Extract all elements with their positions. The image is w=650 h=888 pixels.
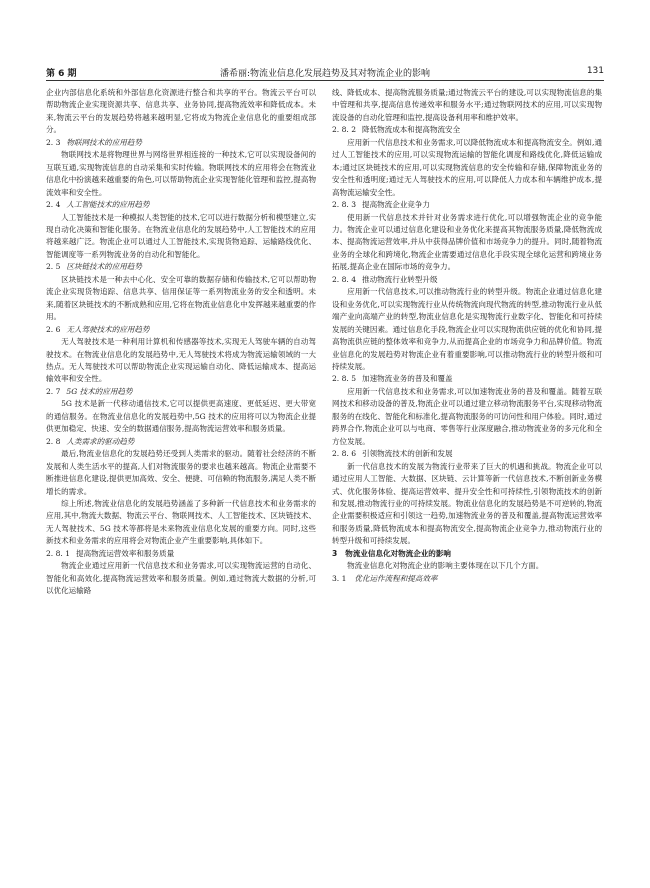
section-number: 2. 8. 3 bbox=[332, 200, 357, 210]
paragraph: 物联网技术是将物理世界与网络世界相连接的一种技术,它可以实现设备间的互联互通,实现物流信息的自动采集和实时传输。物联网技术的应用将会在物流业信息化中扮演越来越重要的角色,可以帮助物流企业实现智能化管理和监控,提高物流效率和安全性。 bbox=[46, 150, 316, 197]
section-number: 3 bbox=[332, 548, 338, 558]
section-title: 优化运作流程和提高效率 bbox=[354, 573, 438, 583]
paragraph: 人工智能技术是一种模拟人类智能的技术,它可以进行数据分析和模型建立,实现自动化决策和智能化服务。在物流业信息化的发展趋势中,人工智能技术的应用将越来越广泛。物流企业可以通过人工智能技术,实现货物追踪、运输路线优化、智能调度等一系列物流业务的自动化和智能化。 bbox=[46, 212, 316, 259]
section-title: 无人驾驶技术的应用趋势 bbox=[66, 324, 150, 334]
section-heading-2-8 bbox=[46, 436, 316, 448]
section-heading-2-8-1 bbox=[46, 548, 316, 560]
section-heading-3-1 bbox=[332, 573, 602, 585]
paragraph: 应用新一代信息技术和业务需求,可以加速物流业务的普及和覆盖。随着互联网技术和移动设备的普及,物流企业可以通过建立移动物流服务平台,实现移动物流服务的在线化、智能化和标准化,提高物流服务的可访问性和用户体验。同时,通过跨界合作,物流企业可以与电商、零售等行业深度融合,推动物流业务的多元化和全方位发展。 bbox=[332, 386, 602, 446]
section-number: 2. 8 bbox=[46, 436, 61, 446]
left-column bbox=[46, 87, 316, 598]
section-title: 加速物流业务的普及和覆盖 bbox=[362, 374, 453, 384]
section-title: 人工智能技术的应用趋势 bbox=[66, 200, 150, 210]
section-title: 物流业信息化对物流企业的影响 bbox=[345, 548, 451, 558]
page-number: 131 bbox=[586, 66, 604, 76]
paragraph: 5G 技术是新一代移动通信技术,它可以提供更高速度、更低延迟、更大带宽的通信服务。在物流业信息化的发展趋势中,5G 技术的应用将可以为物流企业提供更加稳定、快速、安全的数据通信服务,提高物流运营效率和服务质量。 bbox=[46, 399, 316, 434]
section-title: 引领物流技术的创新和发展 bbox=[362, 449, 453, 459]
section-title: 5G 技术的应用趋势 bbox=[66, 386, 133, 396]
paragraph: 线、降低成本、提高物流服务质量;通过物流云平台的建设,可以实现物流信息的集中管理和共享,提高信息传递效率和服务水平;通过物联网技术的应用,可以实现物流设备的自动化管理和监控,提高设备利用率和维护效率。 bbox=[332, 88, 602, 122]
section-title: 提高物流运营效率和服务质量 bbox=[76, 548, 175, 558]
page-header bbox=[46, 54, 604, 81]
paragraph: 新一代信息技术的发展为物流行业带来了巨大的机遇和挑战。物流企业可以通过应用人工智能、大数据、区块链、云计算等新一代信息技术,不断创新业务模式、优化服务体验、提高运营效率、提升安全性和可持续性,引领物流技术的创新和发展,推动物流行业的可持续发展。物流业信息化的发展趋势是不可逆转的,物流企业需要积极适应和引领这一趋势,加速物流业务的普及和覆盖,提高物流运营效率和服务质量,降低物流成本和提高物流安全,提高物流企业竞争力,推动物流行业的转型升级和可持续发展。 bbox=[332, 461, 602, 546]
section-title: 区块链技术的应用趋势 bbox=[66, 262, 142, 272]
section-heading-2-7 bbox=[46, 386, 316, 398]
section-title: 降低物流成本和提高物流安全 bbox=[362, 125, 461, 135]
section-number: 2. 8. 6 bbox=[332, 449, 357, 459]
section-number: 2. 8. 1 bbox=[46, 548, 71, 558]
section-title: 物联网技术的应用趋势 bbox=[66, 137, 142, 147]
section-heading-2-3 bbox=[46, 137, 316, 149]
section-heading-3 bbox=[332, 548, 602, 560]
section-title: 人类需求的驱动趋势 bbox=[66, 436, 135, 446]
paragraph: 物流业信息化对物流企业的影响主要体现在以下几个方面。 bbox=[347, 561, 544, 571]
section-heading-2-8-2 bbox=[332, 124, 602, 136]
section-heading-2-6 bbox=[46, 324, 316, 336]
section-heading-2-8-5 bbox=[332, 373, 602, 385]
section-heading-2-5 bbox=[46, 261, 316, 273]
section-number: 2. 8. 4 bbox=[332, 274, 357, 284]
section-heading-2-8-3 bbox=[332, 199, 602, 211]
paragraph: 物流企业通过应用新一代信息技术和业务需求,可以实现物流运营的自动化、智能化和高效化,提高物流运营效率和服务质量。例如,通过物流大数据的分析,可以优化运输路 bbox=[46, 561, 316, 596]
paragraph: 综上所述,物流业信息化的发展趋势涵盖了多种新一代信息技术和业务需求的应用,其中,物流大数据、物流云平台、物联网技术、人工智能技术、区块链技术、无人驾驶技术、5G 技术等都将是未来物流业信息化发展的重要方向。同时,这些新技术和业务需求的应用将会对物流企业产生重要影响,具体如下。 bbox=[46, 498, 316, 546]
section-number: 2. 8. 2 bbox=[332, 125, 357, 135]
right-column bbox=[332, 87, 602, 585]
paragraph: 应用新一代信息技术,可以推动物流行业的转型升级。物流企业通过信息化建设和业务优化,可以实现物流行业从传统物流向现代物流的转型,推动物流行业从低端产业向高端产业的转型,物流业信息化是实现物流行业数字化、智能化和可持续发展的关键因素。通过信息化手段,物流企业可以实现物流供应链的优化和协同,提高物流供应链的整体效率和竞争力,从而提高企业的市场竞争力和品牌价值。物流业信息化的发展趋势对物流企业有着重要影响,可以推动物流行业的转型升级和可持续发展。 bbox=[332, 287, 602, 371]
paragraph: 最后,物流业信息化的发展趋势还受到人类需求的驱动。随着社会经济的不断发展和人类生活水平的提高,人们对物流服务的要求也越来越高。物流企业需要不断推进信息化建设,提供更加高效、安全、便捷、可信赖的物流服务,满足人类不断增长的需求。 bbox=[46, 449, 316, 496]
paragraph: 使用新一代信息技术并针对业务需求进行优化,可以增强物流企业的竞争能力。物流企业可以通过信息化建设和业务优化来提高其物流服务质量,降低物流成本、提高物流运营效率,并从中获得品牌价值和市场竞争力的提升。同时,随着物流业务的全球化和跨境化,物流企业需要通过信息化手段实现全球化运营和跨境业务拓展,提高企业在国际市场的竞争力。 bbox=[332, 212, 602, 272]
issue-number: 第 6 期 bbox=[46, 69, 77, 79]
section-number: 2. 8. 5 bbox=[332, 374, 357, 384]
paragraph: 区块链技术是一种去中心化、安全可靠的数据存储和传输技术,它可以帮助物流企业实现货物追踪、信息共享、信用保证等一系列物流业务的安全和透明。未来,随着区块链技术的不断成熟和应用,它将在物流业信息化中发挥越来越重要的作用。 bbox=[46, 274, 316, 322]
section-number: 2. 4 bbox=[46, 200, 61, 210]
section-number: 2. 6 bbox=[46, 324, 61, 334]
section-title: 推动物流行业转型升级 bbox=[362, 274, 438, 284]
section-title: 提高物流企业竞争力 bbox=[362, 200, 430, 210]
section-heading-2-4 bbox=[46, 199, 316, 211]
paragraph: 企业内部信息化系统和外部信息化资源进行整合和共享的平台。物流云平台可以帮助物流企业实现资源共享、信息共享、业务协同,提高物流效率和降低成本。未来,物流云平台的发展趋势将越来越明显,它将成为物流企业信息化的重要组成部分。 bbox=[46, 88, 316, 135]
section-heading-2-8-4 bbox=[332, 274, 602, 286]
section-number: 3. 1 bbox=[332, 573, 347, 583]
section-number: 2. 5 bbox=[46, 262, 61, 272]
running-title: 潘希丽:物流业信息化发展趋势及其对物流企业的影响 bbox=[219, 69, 431, 79]
paragraph: 无人驾驶技术是一种利用计算机和传感器等技术,实现无人驾驶车辆的自动驾驶技术。在物流业信息化的发展趋势中,无人驾驶技术将成为物流运输领域的一大热点。无人驾驶技术可以帮助物流企业实现运输自动化、降低运输成本、提高运输效率和安全性。 bbox=[46, 337, 316, 384]
paragraph: 应用新一代信息技术和业务需求,可以降低物流成本和提高物流安全。例如,通过人工智能技术的应用,可以实现物流运输的智能化调度和路线优化,降低运输成本;通过区块链技术的应用,可以实现物流信息的安全传输和存储,保障物流业务的安全性和透明度;通过无人驾驶技术的应用,可以降低人力成本和车辆维护成本,提高物流运输安全性。 bbox=[332, 137, 602, 197]
section-number: 2. 7 bbox=[46, 386, 61, 396]
section-heading-2-8-6 bbox=[332, 448, 602, 460]
section-number: 2. 3 bbox=[46, 137, 61, 147]
